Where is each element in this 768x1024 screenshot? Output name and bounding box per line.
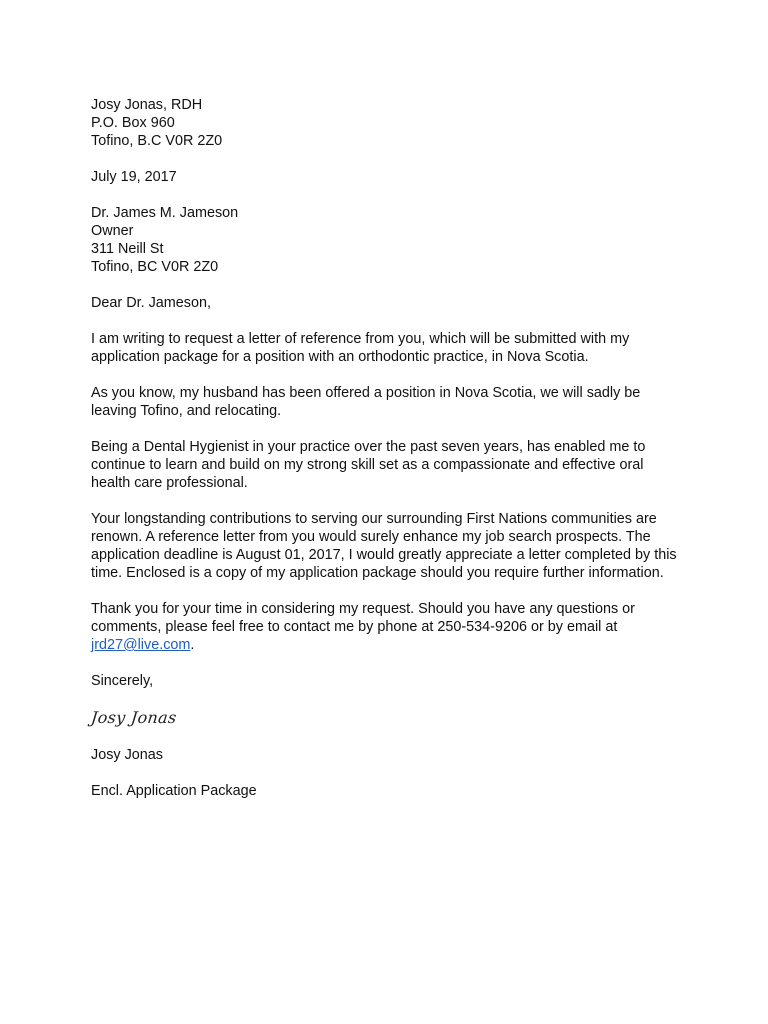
recipient-title: Owner [91,223,134,239]
email-link[interactable]: jrd27@live.com [91,637,191,653]
sender-address [91,96,681,150]
enclosure-note: Encl. Application Package [91,783,257,799]
paragraph-contact [91,600,681,654]
paragraph-experience: Being a Dental Hygienist in your practice over the past seven years, has enabled me to continue to learn and build on my strong skill set as a compassionate and effective oral health care professional. [91,439,646,491]
letter-body [91,96,681,818]
letter-date: July 19, 2017 [91,169,177,185]
recipient-address [91,204,681,276]
contact-end: . [190,637,195,653]
sender-address-line-2: Tofino, B.C V0R 2Z0 [91,133,223,149]
signature: Josy Jonas [90,708,178,727]
recipient-name: Dr. James M. Jameson [91,205,239,221]
closing: Sincerely, [91,673,154,689]
paragraph-deadline: Your longstanding contributions to serving our surrounding First Nations communities are renown. A reference letter from you would surely enhance my job search prospects. The application deadline is August 01, 2017, I would greatly appreciate a letter completed by this time. Enclosed is a copy of my application package should you require further information. [91,511,677,581]
recipient-address-line-2: Tofino, BC V0R 2Z0 [91,259,219,275]
recipient-address-line-1: 311 Neill St [91,241,164,257]
signer-name: Josy Jonas [91,747,163,763]
letter-date-block [91,168,681,186]
salutation: Dear Dr. Jameson, [91,295,211,311]
paragraph-request: I am writing to request a letter of reference from you, which will be submitted with my application package for a position with an orthodontic practice, in Nova Scotia. [91,331,630,365]
sender-name: Josy Jonas, RDH [91,97,203,113]
paragraph-relocation: As you know, my husband has been offered a position in Nova Scotia, we will sadly be leaving Tofino, and relocating. [91,385,641,419]
sender-address-line-1: P.O. Box 960 [91,115,175,131]
contact-text: Thank you for your time in considering my request. Should you have any questions or comments, please feel free to contact me by phone at 250-534-9206 or by email at [91,601,635,635]
